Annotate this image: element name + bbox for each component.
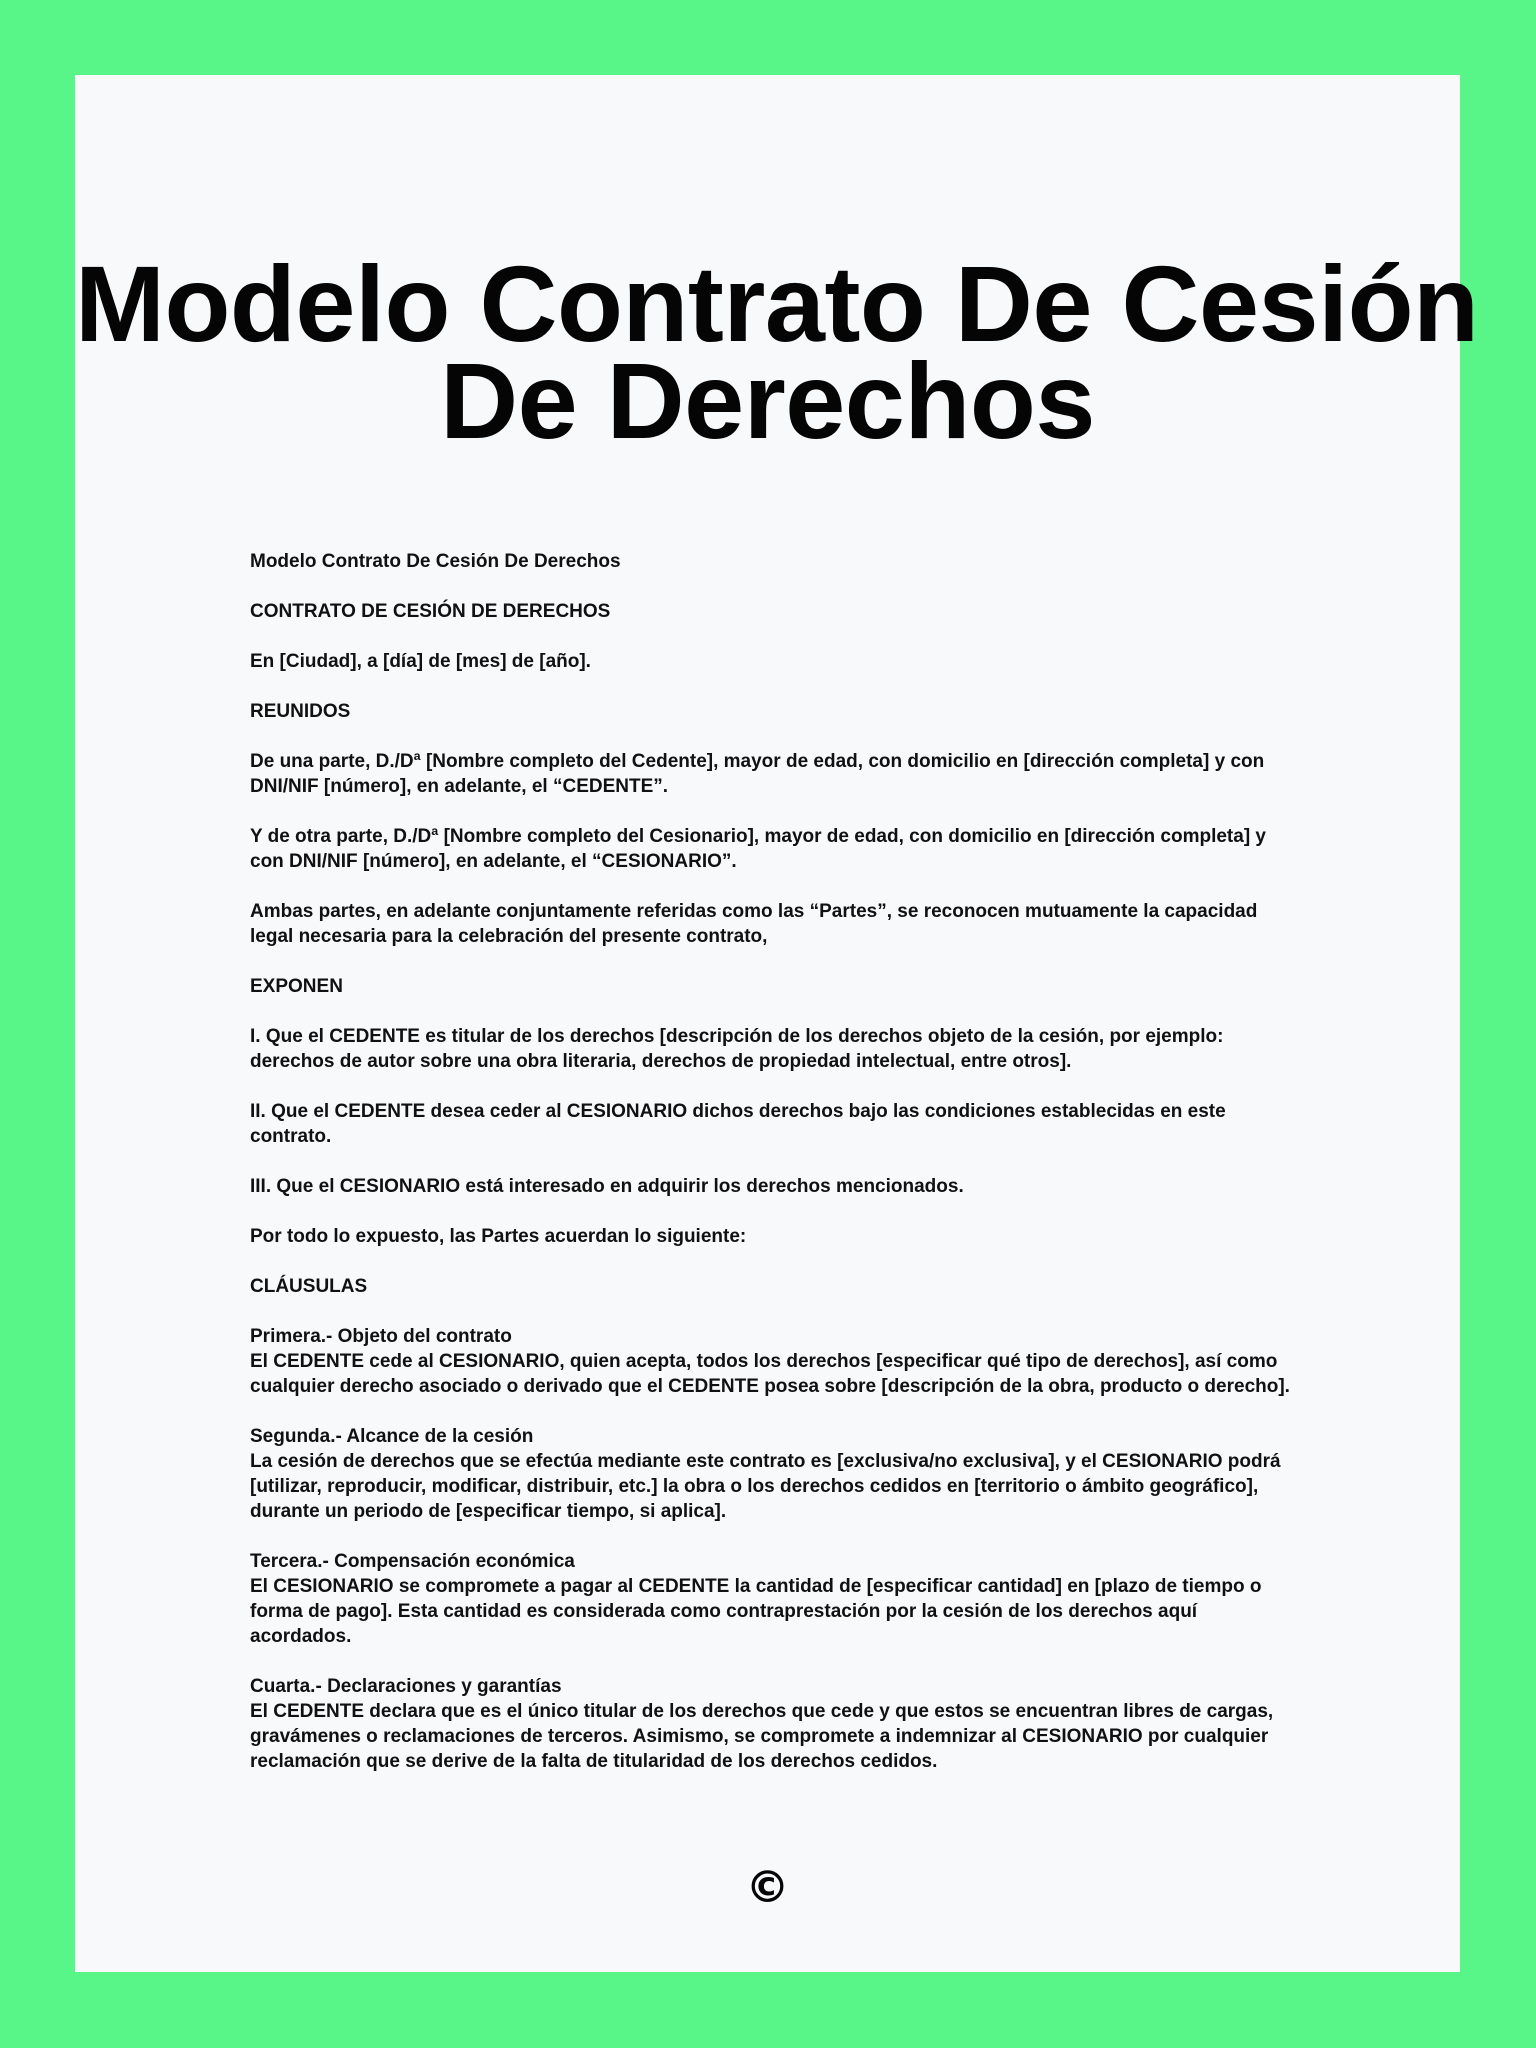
clause-tercera xyxy=(250,1549,1300,1649)
document-body xyxy=(250,549,1300,1799)
point-2: II. Que el CEDENTE desea ceder al CESIONARIO dichos derechos bajo las condiciones establecidas en este contrato. xyxy=(250,1101,1226,1147)
clause-heading: Cuarta.- Declaraciones y garantías xyxy=(250,1676,562,1697)
clause-heading: Segunda.- Alcance de la cesión xyxy=(250,1426,534,1447)
party-two: Y de otra parte, D./Dª [Nombre completo del Cesionario], mayor de edad, con domicilio en [dirección completa] y con DNI/NIF [número], en adelante, el “CESIONARIO”. xyxy=(250,826,1266,872)
point-3: III. Que el CESIONARIO está interesado en adquirir los derechos mencionados. xyxy=(250,1176,964,1197)
both-parties: Ambas partes, en adelante conjuntamente referidas como las “Partes”, se reconocen mutuamente la capacidad legal necesaria para la celebración del presente contrato, xyxy=(250,901,1258,947)
party-one: De una parte, D./Dª [Nombre completo del Cedente], mayor de edad, con domicilio en [dirección completa] y con DNI/NIF [número], en adelante, el “CEDENTE”. xyxy=(250,751,1265,797)
page-title-line-1: Modelo Contrato De Cesión xyxy=(75,243,1479,364)
page-title-line-2: De Derechos xyxy=(440,340,1095,461)
contract-title: CONTRATO DE CESIÓN DE DERECHOS xyxy=(250,601,611,622)
page-title xyxy=(75,243,1479,461)
document-heading: Modelo Contrato De Cesión De Derechos xyxy=(250,551,621,572)
clause-heading: Primera.- Objeto del contrato xyxy=(250,1326,512,1347)
clause-text: La cesión de derechos que se efectúa mediante este contrato es [exclusiva/no exclusiva], y el CESIONARIO podrá [utilizar, reproducir, modificar, distribuir, etc.] la obra o los derechos cedidos en [territorio o ámbito geográfico], durante un periodo de [especificar tiempo, si aplica]. xyxy=(250,1451,1281,1522)
clause-text: El CEDENTE declara que es el único titular de los derechos que cede y que estos se encuentran libres de cargas, gravámenes o reclamaciones de terceros. Asimismo, se compromete a indemnizar al CESIONARIO por cualquier reclamación que se derive de la falta de titularidad de los derechos cedidos. xyxy=(250,1701,1274,1772)
clause-segunda xyxy=(250,1424,1300,1524)
point-1: I. Que el CEDENTE es titular de los derechos [descripción de los derechos objeto de la cesión, por ejemplo: derechos de autor sobre una obra literaria, derechos de propiedad intelectual, entre otros]. xyxy=(250,1026,1224,1072)
clause-heading: Tercera.- Compensación económica xyxy=(250,1551,575,1572)
section-reunidos: REUNIDOS xyxy=(250,701,351,722)
copyright-icon: © xyxy=(745,1862,790,1913)
section-exponen: EXPONEN xyxy=(250,976,343,997)
clause-cuarta xyxy=(250,1674,1300,1774)
clause-text: El CEDENTE cede al CESIONARIO, quien acepta, todos los derechos [especificar qué tipo de derechos], así como cualquier derecho asociado o derivado que el CEDENTE posea sobre [descripción de la obra, producto o derecho]. xyxy=(250,1351,1290,1397)
section-clausulas: CLÁUSULAS xyxy=(250,1276,368,1297)
place-date: En [Ciudad], a [día] de [mes] de [año]. xyxy=(250,651,591,672)
agreement-text: Por todo lo expuesto, las Partes acuerdan lo siguiente: xyxy=(250,1226,747,1247)
document-page xyxy=(75,75,1479,1972)
clause-text: El CESIONARIO se compromete a pagar al CEDENTE la cantidad de [especificar cantidad] en [plazo de tiempo o forma de pago]. Esta cantidad es considerada como contraprestación por la cesión de los derechos aquí acordados. xyxy=(250,1576,1262,1647)
clause-primera xyxy=(250,1324,1300,1399)
